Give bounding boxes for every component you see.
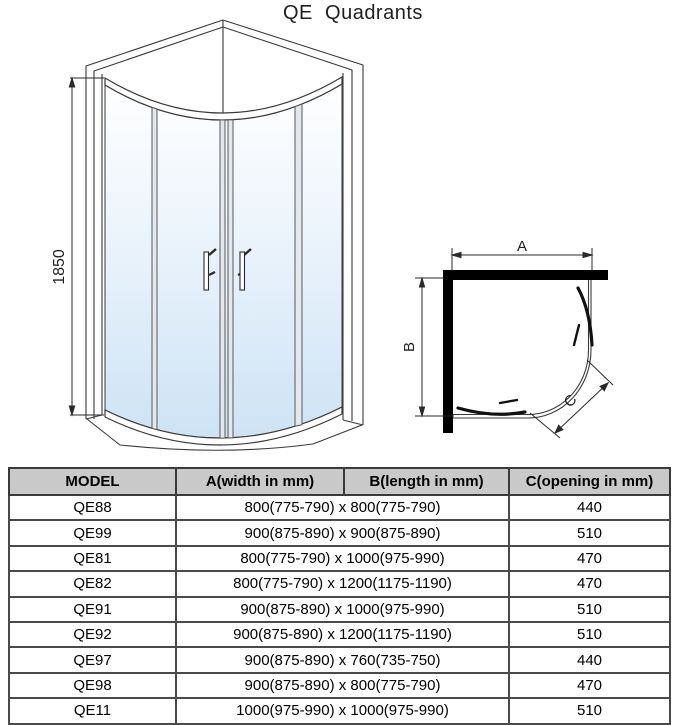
table-row [9, 495, 670, 520]
front-view-drawing [20, 5, 380, 455]
model-cell: QE81 [9, 546, 176, 571]
model-cell: QE11 [9, 698, 176, 723]
model-cell: QE91 [9, 597, 176, 622]
model-cell: QE82 [9, 571, 176, 596]
table-row [9, 546, 670, 571]
model-cell: QE92 [9, 622, 176, 647]
size-cell: 800(775-790) x 1200(1175-1190) [176, 571, 509, 596]
wall-top [443, 270, 608, 280]
table-row [9, 622, 670, 647]
opening-cell: 510 [509, 597, 670, 622]
table-row [9, 571, 670, 596]
table-row [9, 698, 670, 723]
plan-view-drawing [398, 228, 673, 463]
size-cell: 900(875-890) x 900(875-890) [176, 520, 509, 545]
size-cell: 800(775-790) x 1000(975-990) [176, 546, 509, 571]
opening-cell: 510 [509, 698, 670, 723]
size-cell: 800(775-790) x 800(775-790) [176, 495, 509, 520]
opening-cell: 470 [509, 673, 670, 698]
spec-table [8, 467, 671, 725]
table-row [9, 673, 670, 698]
opening-cell: 470 [509, 546, 670, 571]
size-cell: 900(875-890) x 760(735-750) [176, 647, 509, 672]
dimension-b-label: B [401, 341, 418, 353]
height-dimension [69, 78, 104, 415]
size-cell: 900(875-890) x 1200(1175-1190) [176, 622, 509, 647]
size-cell: 900(875-890) x 800(775-790) [176, 673, 509, 698]
size-cell: 900(875-890) x 1000(975-990) [176, 597, 509, 622]
page-title: QE Quadrants [283, 2, 423, 24]
model-cell: QE97 [9, 647, 176, 672]
opening-cell: 510 [509, 622, 670, 647]
model-cell: QE98 [9, 673, 176, 698]
table-row [9, 520, 670, 545]
opening-cell: 440 [509, 647, 670, 672]
header-width: A(width in mm) [176, 468, 344, 495]
dimension-c-label: C [560, 391, 581, 411]
opening-cell: 470 [509, 571, 670, 596]
table-row [9, 647, 670, 672]
header-length: B(length in mm) [344, 468, 509, 495]
header-opening: C(opening in mm) [509, 468, 670, 495]
size-cell: 1000(975-990) x 1000(975-990) [176, 698, 509, 723]
table-header-row [9, 468, 670, 495]
table-row [9, 597, 670, 622]
opening-cell: 510 [509, 520, 670, 545]
header-model: MODEL [9, 468, 176, 495]
model-cell: QE88 [9, 495, 176, 520]
height-dimension-label: 1850 [51, 249, 68, 285]
wall-left [443, 270, 453, 433]
dimension-a-label: A [516, 238, 528, 255]
model-cell: QE99 [9, 520, 176, 545]
opening-cell: 440 [509, 495, 670, 520]
